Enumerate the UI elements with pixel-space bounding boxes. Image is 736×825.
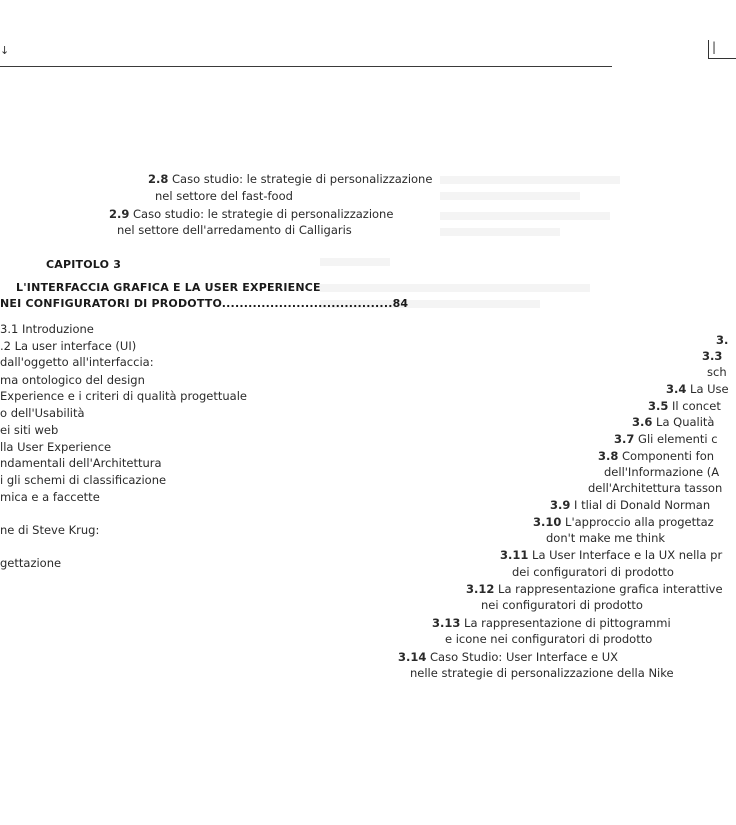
- right-toc-line: nei configuratori di prodotto: [481, 598, 643, 612]
- chapter-title-line-2: NEI CONFIGURATORI DI PRODOTTO.......................................84: [0, 297, 409, 310]
- left-toc-line: ndamentali dell'Architettura: [0, 456, 162, 470]
- toc-entry-2-8-cont: nel settore del fast-food: [155, 189, 293, 203]
- right-toc-line: sch: [707, 365, 727, 379]
- left-toc-line: Experience e i criteri di qualità progettuale: [0, 389, 247, 403]
- right-toc-line: 3.14 Caso Studio: User Interface e UX: [398, 650, 618, 664]
- right-toc-line: 3.7 Gli elementi c: [614, 432, 718, 446]
- chapter-label: CAPITOLO 3: [46, 258, 122, 271]
- left-toc-line: ma ontologico del design: [0, 373, 145, 387]
- right-toc-line: dell'Informazione (A: [604, 465, 720, 479]
- right-toc-line: 3.5 Il concet: [648, 399, 721, 413]
- chapter-title-line-1: L'INTERFACCIA GRAFICA E LA USER EXPERIENCE: [16, 281, 321, 294]
- right-toc-line: 3.6 La Qualità: [632, 415, 715, 429]
- right-toc-line: 3.: [716, 333, 729, 347]
- right-toc-line: 3.9 I tlial di Donald Norman: [550, 498, 711, 512]
- ghost-text: [440, 192, 580, 200]
- toc-entry-2-9-cont: nel settore dell'arredamento di Calligaris: [117, 223, 352, 237]
- page-corner-mark-right: |: [708, 40, 736, 59]
- left-toc-line: ne di Steve Krug:: [0, 523, 100, 537]
- left-toc-line: mica e a faccette: [0, 490, 100, 504]
- right-toc-line: dei configuratori di prodotto: [512, 565, 674, 579]
- left-toc-line: dall'oggetto all'interfaccia:: [0, 355, 154, 369]
- right-toc-line: 3.11 La User Interface e la UX nella pr: [500, 548, 723, 562]
- left-toc-line: gettazione: [0, 556, 62, 570]
- toc-entry-2-8: 2.8 Caso studio: le strategie di personalizzazione: [148, 172, 433, 186]
- right-toc-line: 3.13 La rappresentazione di pittogrammi: [432, 616, 671, 630]
- right-toc-line: nelle strategie di personalizzazione della Nike: [410, 666, 674, 680]
- ghost-text: [320, 258, 390, 266]
- ghost-text: [440, 176, 620, 184]
- header-rule: [0, 66, 612, 67]
- left-toc-line: ei siti web: [0, 423, 59, 437]
- left-toc-line: i gli schemi di classificazione: [0, 473, 167, 487]
- right-toc-line: 3.4 La Use: [666, 382, 729, 396]
- right-toc-line: 3.12 La rappresentazione grafica interattive: [466, 582, 723, 596]
- right-toc-line: 3.8 Componenti fon: [598, 449, 715, 463]
- right-toc-line: don't make me think: [546, 531, 666, 545]
- right-toc-line: e icone nei configuratori di prodotto: [445, 632, 653, 646]
- ghost-text: [440, 228, 560, 236]
- right-toc-line: 3.10 L'approccio alla progettaz: [533, 515, 714, 529]
- page-corner-mark-left: ↓: [0, 44, 10, 57]
- ghost-text: [320, 284, 590, 292]
- left-toc-line: .2 La user interface (UI): [0, 339, 137, 353]
- right-toc-line: 3.3: [702, 349, 723, 363]
- right-toc-line: dell'Architettura tasson: [588, 481, 723, 495]
- left-toc-line: 3.1 Introduzione: [0, 322, 94, 336]
- left-toc-line: o dell'Usabilità: [0, 406, 85, 420]
- left-toc-line: lla User Experience: [0, 440, 112, 454]
- toc-entry-2-9: 2.9 Caso studio: le strategie di personalizzazione: [109, 207, 394, 221]
- ghost-text: [440, 212, 610, 220]
